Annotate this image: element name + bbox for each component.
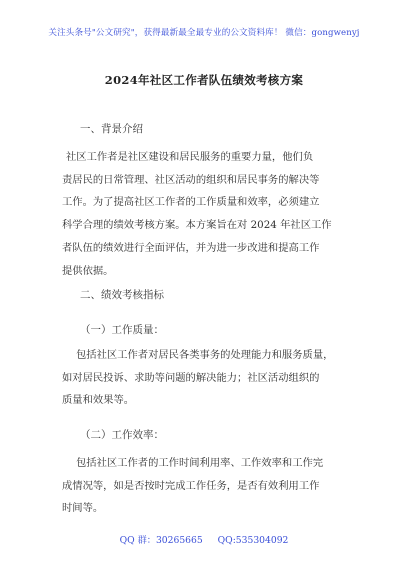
paragraph-line: 工作。为了提高社区工作者的工作质量和效率，必须建立 bbox=[62, 196, 320, 209]
paragraph-line: 时间等。 bbox=[62, 502, 104, 515]
qq-group-number: QQ 群：30265665 bbox=[119, 535, 203, 546]
section-heading-indicators: 二、绩效考核指标 bbox=[80, 289, 164, 301]
paragraph-line: 如对居民投诉、求助等问题的解决能力；社区活动组织的 bbox=[62, 371, 320, 384]
section-heading-background: 一、背景介绍 bbox=[80, 123, 143, 135]
paragraph-efficiency bbox=[62, 452, 362, 520]
paragraph-line: 社区工作者是社区建设和居民服务的重要力量，他们负 bbox=[66, 151, 314, 163]
paragraph-quality bbox=[62, 344, 362, 412]
paragraph-line: 质量和效果等。 bbox=[62, 394, 135, 407]
paragraph-background bbox=[62, 146, 362, 282]
document-title: 2024年社区工作者队伍绩效考核方案 bbox=[104, 73, 304, 87]
paragraph-line: 责居民的日常管理、社区活动的组织和居民事务的解决等 bbox=[62, 173, 320, 186]
paragraph-line: 包括社区工作者的工作时间利用率、工作效率和工作完 bbox=[76, 457, 324, 469]
paragraph-line: 成情况等，如是否按时完成工作任务，是否有效利用工作 bbox=[62, 479, 320, 492]
subsection-heading-quality: （一）工作质量： bbox=[80, 324, 164, 336]
paragraph-line: 者队伍的绩效进行全面评估，并为进一步改进和提高工作 bbox=[62, 241, 320, 254]
paragraph-line: 包括社区工作者对居民各类事务的处理能力和服务质量， bbox=[76, 349, 334, 361]
qq-number: QQ:535304092 bbox=[217, 535, 289, 546]
subsection-heading-efficiency: （二）工作效率： bbox=[80, 429, 164, 441]
footer-contact bbox=[0, 532, 408, 546]
paragraph-line: 提供依据。 bbox=[62, 264, 114, 277]
header-banner: 关注头条号"公文研究"，获得最新最全最专业的公文资料库！ 微信：gongwenyj bbox=[48, 28, 360, 38]
paragraph-line: 科学合理的绩效考核方案。本方案旨在对 2024 年社区工作 bbox=[62, 219, 332, 232]
